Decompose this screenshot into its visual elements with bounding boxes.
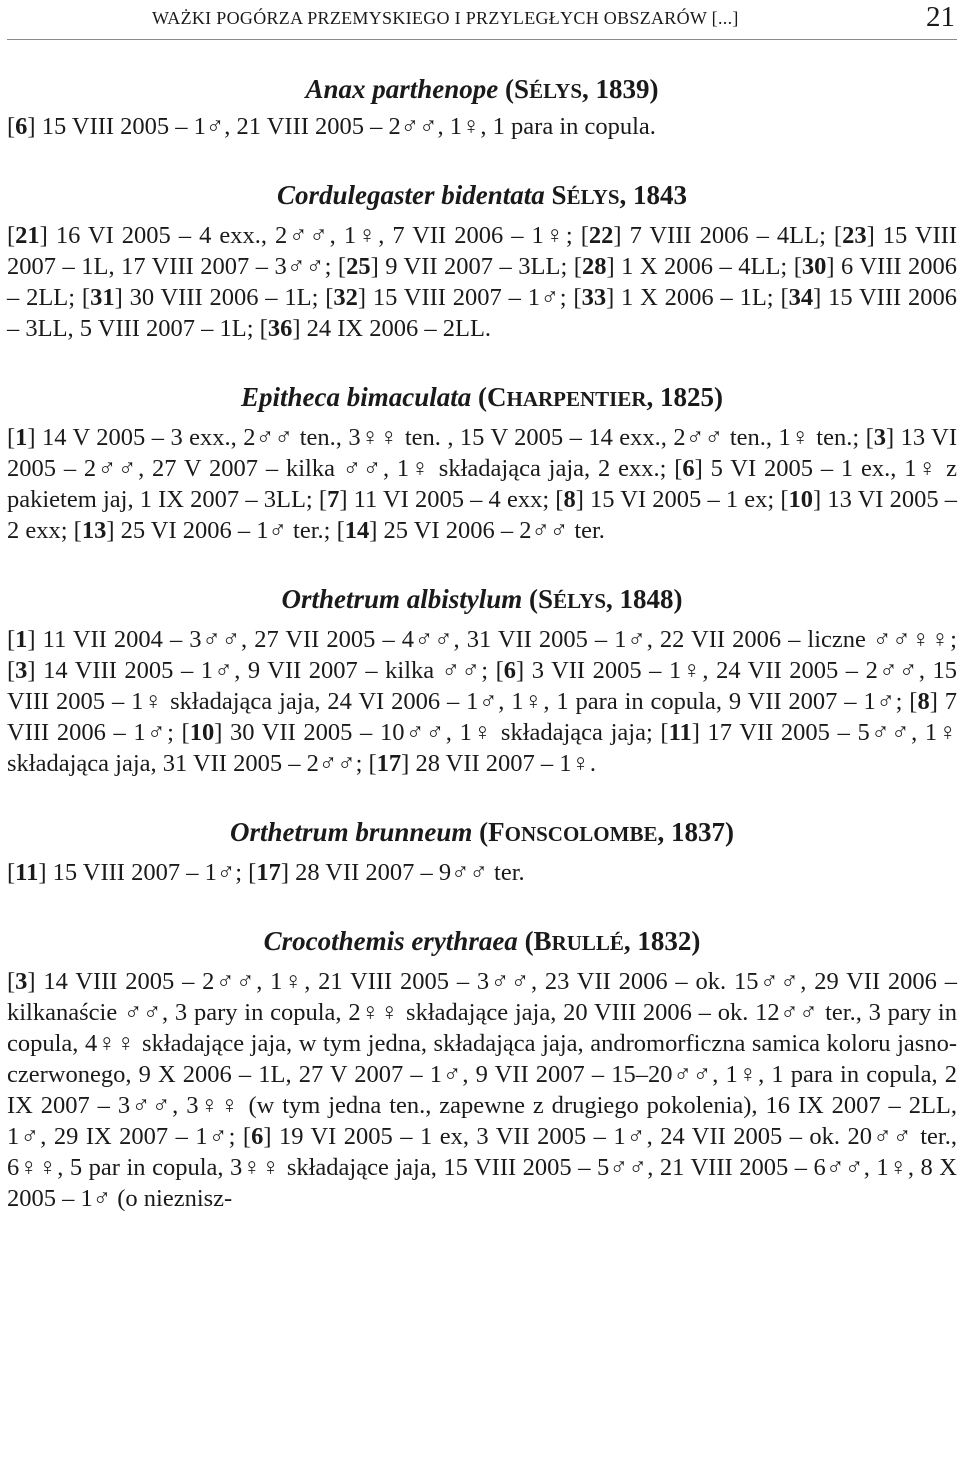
record-text: ] 9 VII 2007 – 3LL; [ [370,253,582,280]
species-name: Cordulegaster bidentata [277,180,545,210]
species-heading [7,72,957,108]
site-number: 17 [256,859,281,886]
site-number: 6 [251,1123,264,1150]
site-number: 1 [15,424,28,451]
record-text: ] 30 VII 2005 – 10♂♂, 1♀ składająca jaja; [ [214,719,669,746]
record-text: ] 1 X 2006 – 1L; [ [606,284,789,311]
record-text: [ [7,113,16,140]
record-text: ] 15 VIII 2007 – 1L, 17 VIII 2007 – 3♂♂; [ [7,222,958,280]
species-records [7,220,957,344]
author-smallcaps: ÉLYS [529,79,582,103]
species-name: Epitheca bimaculata [240,382,472,412]
record-text: ] 7 VIII 2006 – 4LL; [ [613,222,843,249]
record-text: ] 28 VII 2007 – 1♀. [401,750,597,777]
site-number: 14 [344,517,370,544]
running-title: WAŻKI POGÓRZA PRZEMYSKIEGO I PRZYLEGŁYCH OBSZARÓW [...] [152,8,739,28]
author-prefix: (S [522,584,554,614]
site-number: 3 [15,657,28,684]
author-smallcaps: RULLÉ [551,931,624,955]
record-text: ] 19 VI 2005 – 1 ex, 3 VII 2005 – 1♂, 24 VII 2005 – ok. 20♂♂ ter., 6♀♀, 5 par in copula, 3♀♀ składające jaja, 15 VIII 2005 – 5♂♂, 21 VIII 2005 – 6♂♂, 1♀, 8 X 2005 – 1♂ (o nieznisz- [7,1123,957,1212]
site-number: 6 [682,455,695,482]
record-text: ] 3 VII 2005 – 1♀, 24 VII 2005 – 2♂♂, 15 VIII 2005 – 1♀ składająca jaja, 24 VI 2006 – 1♂, 1♀, 1 para in copula, 9 VII 2007 – 1♂; [ [7,657,957,715]
author-suffix: , 1843 [619,180,687,210]
record-text: [ [7,859,16,886]
site-number: 10 [788,486,814,513]
site-number: 17 [376,750,402,777]
record-text: [ [7,968,16,995]
site-number: 30 [801,253,827,280]
record-text: ] 28 VII 2007 – 9♂♂ ter. [280,859,525,886]
species-heading [7,924,957,960]
site-number: 6 [503,657,517,684]
record-text: [ [7,424,16,451]
record-text: ] 7 VIII 2006 – 1♂; [ [7,688,957,746]
site-number: 13 [81,517,107,544]
site-number: 11 [15,859,39,886]
record-text: ] 11 VII 2004 – 3♂♂, 27 VII 2005 – 4♂♂, 31 VII 2005 – 1♂, 22 VII 2006 – liczne ♂♂♀♀; [ [7,626,957,684]
record-text: ] 24 IX 2006 – 2LL. [292,315,492,342]
record-text: ] 13 VI 2005 – 2♂♂, 27 V 2007 – kilka ♂♂, 1♀ składająca jaja, 2 exx.; [ [7,424,957,482]
site-number: 3 [15,968,28,995]
record-text: ] 25 VI 2006 – 1♂ ter.; [ [106,517,345,544]
species-name: Orthetrum brunneum [230,817,473,847]
document-page [7,0,957,1214]
site-number: 36 [267,315,293,342]
species-records [7,111,957,142]
author-suffix: , 1837) [657,817,734,847]
author-smallcaps: ÉLYS [566,185,620,209]
site-number: 23 [842,222,867,249]
author-prefix: (B [517,926,552,956]
author-smallcaps: ONSCOLOMBE [504,822,658,846]
species-name: Anax parthenope [305,74,499,104]
species-records [7,966,957,1214]
species-heading [7,815,957,851]
record-text: ] 15 VIII 2006 – 3LL, 5 VIII 2007 – 1L; [ [7,284,957,342]
species-heading [7,582,957,618]
site-number: 11 [668,719,692,746]
site-number: 8 [563,486,576,513]
author-prefix: (F [472,817,505,847]
author-prefix: (C [471,382,507,412]
site-number: 32 [333,284,358,311]
record-text: ] 25 VI 2006 – 2♂♂ ter. [369,517,605,544]
record-text: ] 13 VI 2005 – 2 exx; [ [7,486,958,544]
site-number: 22 [588,222,614,249]
site-number: 6 [15,113,28,140]
site-number: 31 [90,284,115,311]
author-suffix: , 1832) [623,926,701,956]
site-number: 1 [15,626,28,653]
species-name: Crocothemis erythraea [263,926,518,956]
author-suffix: , 1825) [646,382,724,412]
species-records [7,422,957,546]
site-number: 3 [873,424,886,451]
author-prefix: (S [498,74,530,104]
running-header [7,0,957,40]
author-smallcaps: HARPENTIER [506,387,647,411]
site-number: 10 [189,719,215,746]
site-number: 8 [917,688,930,715]
site-number: 7 [327,486,340,513]
species-records [7,857,957,888]
record-text: ] 15 VIII 2007 – 1♂; [ [38,859,257,886]
site-number: 28 [581,253,607,280]
author-prefix: S [544,180,567,210]
record-text: ] 14 V 2005 – 3 exx., 2♂♂ ten., 3♀♀ ten. , 15 V 2005 – 14 exx., 2♂♂ ten., 1♀ ten.; [ [27,424,874,451]
author-suffix: , 1839) [582,74,659,104]
site-number: 34 [788,284,814,311]
record-text: ] 15 VIII 2005 – 1♂, 21 VIII 2005 – 2♂♂, 1♀, 1 para in copula. [27,113,656,140]
site-number: 21 [15,222,40,249]
record-text: ] 14 VIII 2005 – 1♂, 9 VII 2007 – kilka ♂♂; [ [27,657,504,684]
page-number: 21 [926,1,955,33]
record-text: [ [7,222,16,249]
species-heading [7,380,957,416]
author-smallcaps: ÉLYS [553,589,606,613]
record-text: ] 15 VI 2005 – 1 ex; [ [575,486,789,513]
species-heading [7,178,957,214]
record-text: ] 30 VIII 2006 – 1L; [ [114,284,334,311]
record-text: ] 5 VI 2005 – 1 ex., 1♀ z pakietem jaj, 1 IX 2007 – 3LL; [ [7,455,957,513]
record-text: ] 14 VIII 2005 – 2♂♂, 1♀, 21 VIII 2005 – 3♂♂, 23 VII 2006 – ok. 15♂♂, 29 VII 2006 – kilkanaście ♂♂, 3 pary in copula, 2♀♀ składające jaja, 20 VIII 2006 – ok. 12♂♂ ter., 3 pary in copula, 4♀♀ składające jaja, w tym jedna, składająca jaja, andromorficzna samica koloru jasno-czerwonego, 9 X 2006 – 1L, 27 V 2007 – 1♂, 9 VII 2007 – 15–20♂♂, 1♀, 1 para in copula, 2 IX 2007 – 3♂♂, 3♀♀ (w tym jedna ten., zapewne z drugiego pokolenia), 16 IX 2007 – 2LL, 1♂, 29 IX 2007 – 1♂; [ [7,968,957,1150]
site-number: 25 [346,253,371,280]
record-text: ] 15 VIII 2007 – 1♂; [ [357,284,582,311]
record-text: ] 11 VI 2005 – 4 exx; [ [339,486,564,513]
species-records [7,624,957,779]
author-suffix: , 1848) [606,584,683,614]
record-text: ] 17 VII 2005 – 5♂♂, 1♀ składająca jaja, 31 VII 2005 – 2♂♂; [ [7,719,958,777]
record-text: ] 6 VIII 2006 – 2LL; [ [7,253,958,311]
record-text: [ [7,626,16,653]
record-text: ] 16 VI 2005 – 4 exx., 2♂♂, 1♀, 7 VII 2006 – 1♀; [ [39,222,589,249]
site-number: 33 [581,284,607,311]
record-text: ] 1 X 2006 – 4LL; [ [606,253,802,280]
species-name: Orthetrum albistylum [281,584,523,614]
